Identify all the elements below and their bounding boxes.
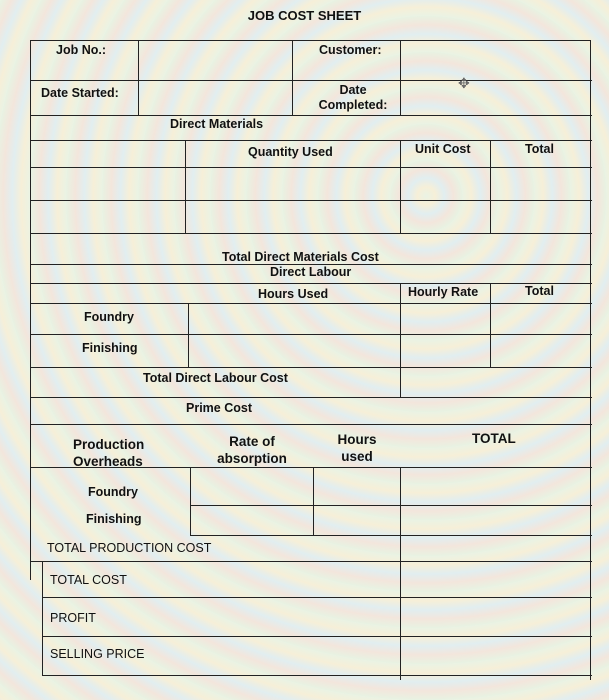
rule [30, 424, 592, 425]
hours-used-overheads-line2: used [341, 449, 373, 464]
rule [590, 40, 591, 680]
rule [190, 467, 191, 535]
hours-used-overheads-line1: Hours [337, 432, 377, 447]
rule [30, 233, 592, 234]
direct-materials-heading: Direct Materials [170, 117, 264, 131]
profit-label: PROFIT [50, 611, 96, 625]
overheads-finishing-label: Finishing [86, 512, 142, 526]
overheads-foundry-label: Foundry [88, 485, 138, 499]
hourly-rate-header: Hourly Rate [408, 285, 479, 299]
rule [313, 467, 314, 535]
rate-of-absorption-line1: Rate of [229, 434, 275, 449]
rule [400, 467, 401, 680]
prime-cost-label: Prime Cost [186, 401, 252, 415]
total-direct-labour-label: Total Direct Labour Cost [143, 371, 288, 385]
rule [30, 397, 592, 398]
rule [42, 597, 592, 598]
rule [138, 40, 139, 115]
rule [30, 561, 592, 562]
production-overheads-label [73, 436, 144, 470]
quantity-used-header: Quantity Used [248, 145, 333, 159]
rule [30, 140, 592, 141]
rule [400, 283, 401, 397]
job-no-label: Job No.: [56, 43, 106, 57]
rule [30, 167, 592, 168]
hours-used-header: Hours Used [258, 287, 329, 301]
sheet-title: JOB COST SHEET [247, 8, 362, 23]
overheads-total-header: TOTAL [472, 431, 516, 446]
rule [490, 140, 491, 233]
unit-cost-header: Unit Cost [415, 142, 471, 156]
total-cost-label: TOTAL COST [50, 573, 127, 587]
rule [190, 505, 592, 506]
crosshair-cursor-icon: ✥ [458, 75, 470, 91]
production-overheads-line2: Overheads [73, 454, 143, 469]
rule [42, 561, 43, 675]
rule [30, 367, 592, 368]
rule [42, 675, 592, 676]
customer-label: Customer: [319, 43, 382, 57]
date-completed-line1: Date [339, 83, 367, 97]
rule [292, 40, 293, 115]
total-production-cost-label: TOTAL PRODUCTION COST [47, 541, 212, 555]
rule [30, 115, 592, 116]
rule [30, 467, 592, 468]
rule [30, 283, 592, 284]
labour-total-header: Total [525, 284, 554, 298]
materials-total-header: Total [525, 142, 554, 156]
rule [30, 40, 590, 41]
rule [30, 80, 592, 81]
rule [188, 303, 189, 367]
rule [30, 40, 31, 580]
labour-foundry-label: Foundry [84, 310, 134, 324]
rule [400, 140, 401, 233]
rule [30, 334, 592, 335]
selling-price-label: SELLING PRICE [50, 647, 145, 661]
rule [42, 636, 592, 637]
rule [190, 535, 592, 536]
direct-labour-heading: Direct Labour [270, 265, 352, 279]
rule [490, 283, 491, 367]
date-completed-line2: Completed: [318, 98, 388, 112]
date-started-label: Date Started: [41, 86, 119, 100]
date-completed-label [305, 83, 401, 113]
rule [30, 303, 592, 304]
production-overheads-line1: Production [73, 437, 145, 452]
rate-of-absorption-header [205, 433, 299, 467]
rate-of-absorption-line2: absorption [217, 451, 287, 466]
rule [185, 140, 186, 233]
hours-used-overheads-header [322, 431, 392, 465]
rule [30, 200, 592, 201]
labour-finishing-label: Finishing [82, 341, 138, 355]
total-direct-materials-label: Total Direct Materials Cost [222, 250, 379, 264]
